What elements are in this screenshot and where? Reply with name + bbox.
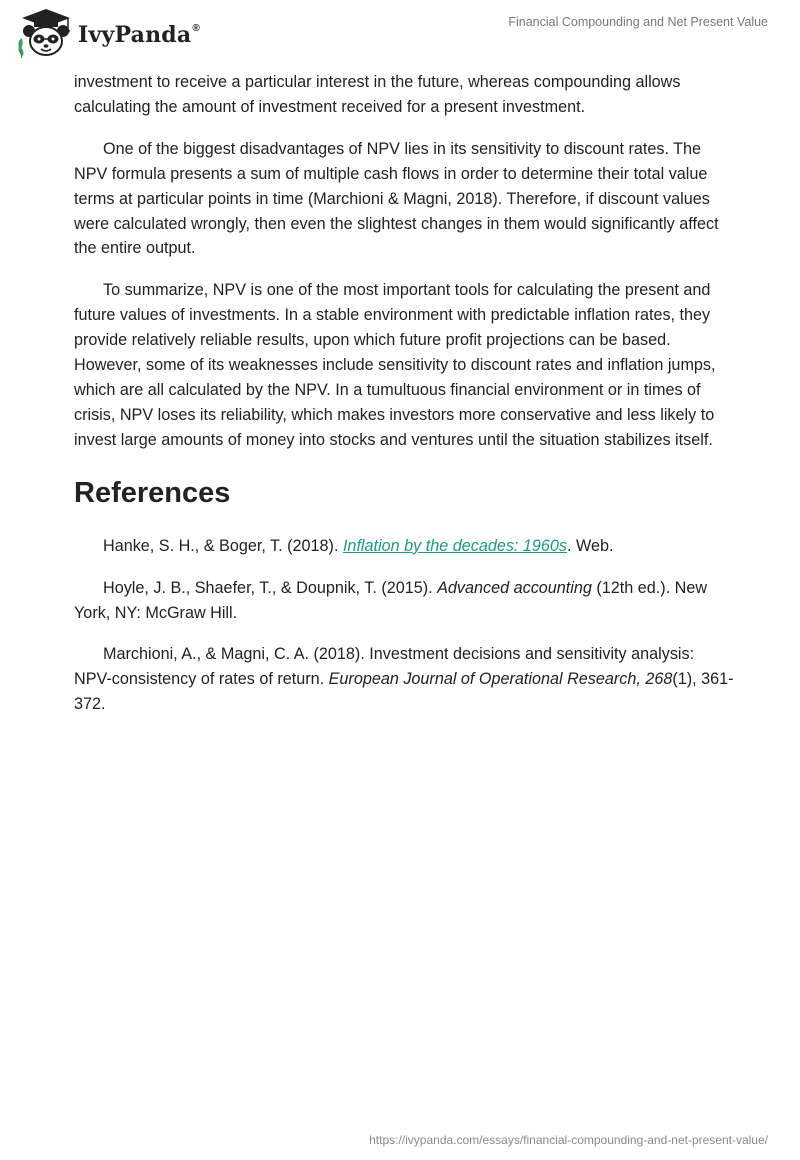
reference-item-hoyle [74, 576, 734, 626]
reference-item-hanke [74, 534, 734, 559]
registered-mark: ® [192, 22, 200, 34]
references-list [74, 534, 734, 717]
essay-content [74, 70, 734, 734]
reference-link-inflation-1960s[interactable]: Inflation by the decades: 1960s [342, 536, 568, 555]
reference-title: Advanced accounting [437, 578, 592, 597]
reference-authors: Hanke, S. H., & Boger, T. (2018). [103, 536, 343, 555]
reference-authors: Hoyle, J. B., Shaefer, T., & Doupnik, T. (2015). [103, 578, 438, 597]
running-title: Financial Compounding and Net Present Value [508, 15, 768, 29]
body-paragraph-2: One of the biggest disadvantages of NPV lies in its sensitivity to discount rates. The NPV formula presents a sum of multiple cash flows in order to determine their total value terms at particular points in time (Marchioni & Magni, 2018). Therefore, if discount values were calculated wrongly, then even the slightest changes in them would significantly affect the entire output. [74, 139, 719, 258]
reference-authors: Marchioni, A., & Magni, C. A. (2018). Investment decisions and sensitivity analysis: NPV-consistency of rates of return. [74, 645, 695, 689]
reference-tail: (12th ed.). New York, NY: McGraw Hill. [74, 578, 708, 622]
reference-tail: (1), 361-372. [74, 670, 734, 714]
reference-journal: European Journal of Operational Research, 268 [328, 670, 673, 689]
brand-name: IvyPanda® [78, 22, 200, 48]
body-paragraph-1: investment to receive a particular interest in the future, whereas compounding allows calculating the amount of investment received for a present investment. [74, 73, 681, 116]
brand-logo[interactable] [14, 6, 200, 62]
reference-item-marchioni [74, 642, 734, 717]
body-paragraph-3: To summarize, NPV is one of the most important tools for calculating the present and future values of investments. In a stable environment with predictable inflation rates, they provide relatively reliable results, upon which future profit projections can be based. However, some of its weaknesses include sensitivity to discount rates and inflation jumps, which are all calculated by the NPV. In a tumultuous financial environment or in times of crisis, NPV loses its reliability, which makes investors more conservative and less likely to invest large amounts of money into stocks and ventures until the situation stabilizes itself. [74, 281, 716, 449]
panda-graduate-icon [14, 6, 78, 62]
references-heading: References [74, 476, 231, 509]
reference-tail: . Web. [567, 536, 614, 555]
source-url[interactable]: https://ivypanda.com/essays/financial-compounding-and-net-present-value/ [369, 1133, 768, 1147]
page-header [0, 0, 800, 70]
